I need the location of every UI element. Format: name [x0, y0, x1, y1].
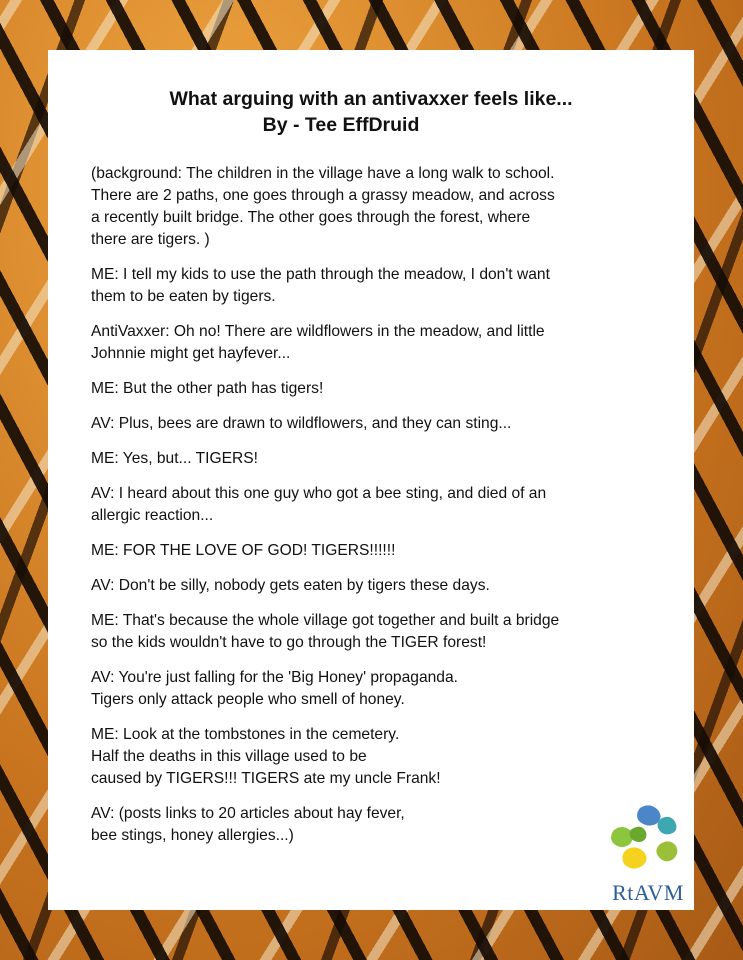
paragraph-me: ME: Look at the tombstones in the cemetery. Half the deaths in this village used to be caused by TIGERS!!! TIGERS ate my uncle Frank!: [91, 726, 441, 787]
logo-petal-blue: [637, 805, 661, 825]
paragraph-av: AV: You're just falling for the 'Big Honey' propaganda. Tigers only attack people who smell of honey.: [91, 669, 458, 708]
logo-petal-yellow: [622, 847, 646, 868]
paragraph-av: AV: Don't be silly, nobody gets eaten by tigers these days.: [91, 577, 490, 594]
title-line-1: What arguing with an antivaxxer feels like...: [169, 88, 573, 110]
paragraph-me: ME: FOR THE LOVE OF GOD! TIGERS!!!!!!: [91, 542, 396, 559]
title-byline: By - Tee EffDruid: [262, 114, 420, 136]
paragraph-me: ME: I tell my kids to use the path through the meadow, I don't want them to be eaten by tigers.: [91, 266, 550, 305]
page-title: [48, 86, 694, 138]
paragraph-me: ME: But the other path has tigers!: [91, 380, 324, 397]
text-card: [48, 50, 694, 910]
paragraph-background: (background: The children in the village have a long walk to school. There are 2 paths, one goes through a grassy meadow, and across a recently built bridge. The other goes through the forest, where there are tigers. ): [91, 165, 555, 248]
paragraph-av: AV: (posts links to 20 articles about hay fever, bee stings, honey allergies...): [91, 805, 405, 844]
dialogue-body: [91, 163, 671, 860]
rtavm-logo: [600, 800, 696, 912]
paragraph-me: ME: That's because the whole village got together and built a bridge so the kids wouldn't have to go through the TIGER forest!: [91, 612, 560, 651]
paragraph-av: AV: Plus, bees are drawn to wildflowers, and they can sting...: [91, 415, 512, 432]
paragraph-av: AntiVaxxer: Oh no! There are wildflowers in the meadow, and little Johnnie might get hayfever...: [91, 323, 545, 362]
logo-mark-icon: [600, 800, 696, 880]
logo-petal-teal: [658, 817, 677, 835]
logo-petal-green-light: [611, 827, 633, 847]
logo-petal-olive: [656, 841, 677, 861]
logo-text: RtAVM: [612, 880, 684, 905]
paragraph-me: ME: Yes, but... TIGERS!: [91, 450, 258, 467]
paragraph-av: AV: I heard about this one guy who got a bee sting, and died of an allergic reaction...: [91, 485, 547, 524]
